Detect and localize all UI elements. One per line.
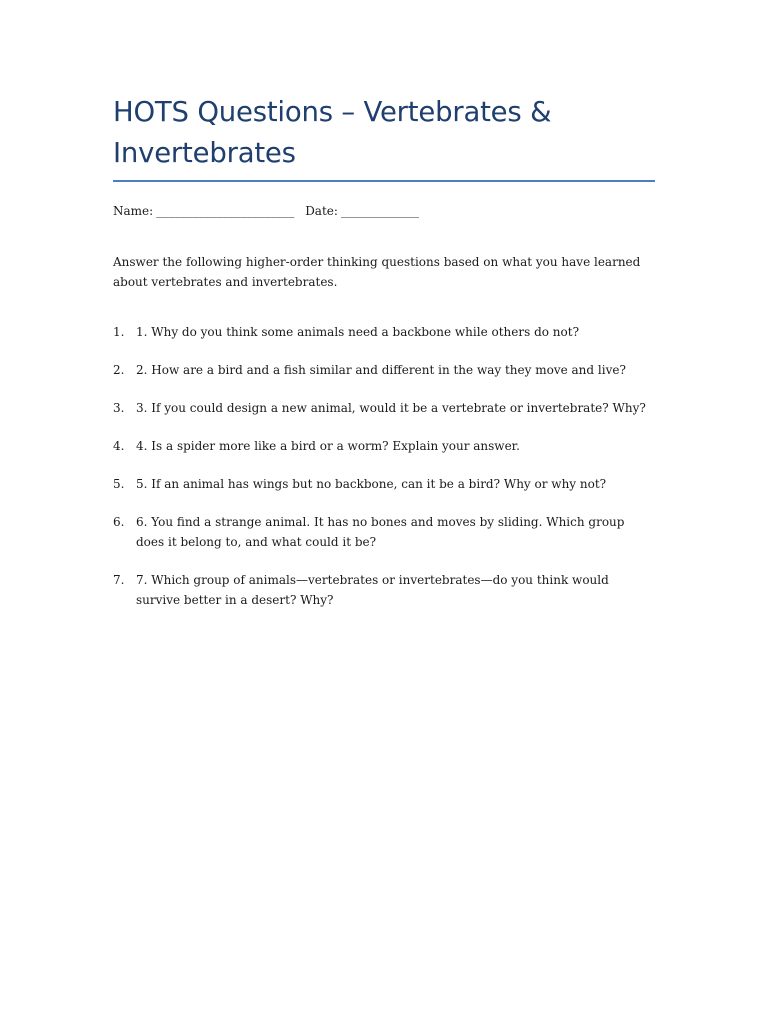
worksheet-page: [113, 92, 655, 628]
instructions: Answer the following higher-order thinking questions based on what you have learned about vertebrates and invertebrates.: [113, 255, 641, 289]
question-text: 2. How are a bird and a fish similar and different in the way they move and live?: [136, 363, 626, 377]
question-number: 2.: [113, 363, 125, 377]
page-title: HOTS Questions – Vertebrates & Invertebrates: [113, 96, 552, 169]
question-item: [113, 322, 656, 342]
question-item: [113, 436, 656, 456]
question-number: 3.: [113, 401, 125, 415]
title-divider: [113, 180, 655, 182]
question-number: 4.: [113, 439, 125, 453]
question-text: 7. Which group of animals—vertebrates or invertebrates—do you think would survive better in a desert? Why?: [136, 573, 609, 607]
name-blank: _______________________: [156, 204, 295, 218]
question-item: [113, 570, 656, 610]
question-list: [113, 322, 655, 610]
question-item: [113, 360, 656, 380]
question-item: [113, 474, 656, 494]
question-number: 5.: [113, 477, 125, 491]
question-text: 6. You find a strange animal. It has no bones and moves by sliding. Which group does it belong to, and what could it be?: [136, 515, 625, 549]
question-text: 1. Why do you think some animals need a backbone while others do not?: [136, 325, 580, 339]
date-blank: _____________: [340, 204, 419, 218]
question-item: [113, 398, 656, 418]
question-number: 7.: [113, 573, 125, 587]
question-text: 3. If you could design a new animal, would it be a vertebrate or invertebrate? Why?: [136, 401, 646, 415]
question-item: [113, 512, 656, 552]
question-text: 4. Is a spider more like a bird or a worm? Explain your answer.: [136, 439, 520, 453]
name-date-line: [113, 202, 655, 220]
question-number: 1.: [113, 325, 125, 339]
question-number: 6.: [113, 515, 125, 529]
name-label: Name:: [113, 204, 154, 218]
date-label: Date:: [305, 204, 338, 218]
question-text: 5. If an animal has wings but no backbone, can it be a bird? Why or why not?: [136, 477, 607, 491]
